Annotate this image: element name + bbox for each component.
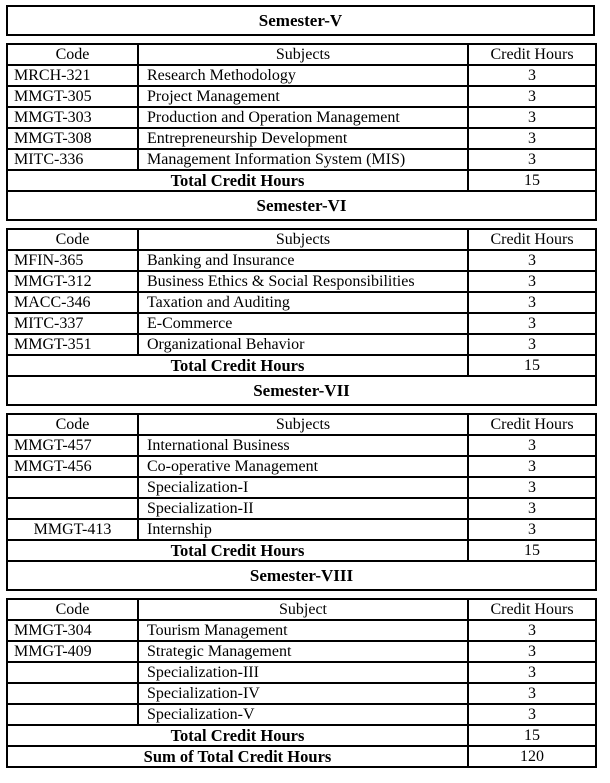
credit-hours-column-header: Credit Hours <box>468 414 596 435</box>
credit-hours-cell: 3 <box>468 271 596 292</box>
course-code-cell: MITC-337 <box>7 313 138 334</box>
table-row <box>7 271 596 292</box>
subject-cell: Specialization-I <box>138 477 468 498</box>
course-code-cell: MFIN-365 <box>7 250 138 271</box>
table-row <box>7 334 596 355</box>
semester-5-title-box <box>6 5 595 36</box>
total-credit-hours-value: 15 <box>468 725 596 746</box>
subject-cell: Co-operative Management <box>138 456 468 477</box>
title-row <box>7 561 596 590</box>
course-code-cell: MMGT-413 <box>7 519 138 540</box>
course-code-cell: MMGT-456 <box>7 456 138 477</box>
credit-hours-cell: 3 <box>468 641 596 662</box>
sum-of-total-credit-hours-value: 120 <box>468 746 596 767</box>
code-column-header: Code <box>7 44 138 65</box>
semester-8-title: Semester-VIII <box>7 561 596 590</box>
course-code-cell: MMGT-304 <box>7 620 138 641</box>
subjects-column-header: Subjects <box>138 44 468 65</box>
table-row <box>7 477 596 498</box>
credit-hours-cell: 3 <box>468 477 596 498</box>
credit-hours-cell: 3 <box>468 107 596 128</box>
table-row <box>7 65 596 86</box>
total-row <box>7 355 596 376</box>
subject-cell: Strategic Management <box>138 641 468 662</box>
subject-cell: Project Management <box>138 86 468 107</box>
total-credit-hours-label: Total Credit Hours <box>7 355 468 376</box>
course-code-cell: MMGT-457 <box>7 435 138 456</box>
total-credit-hours-value: 15 <box>468 355 596 376</box>
credit-hours-cell: 3 <box>468 662 596 683</box>
credit-hours-cell: 3 <box>468 250 596 271</box>
subject-cell: International Business <box>138 435 468 456</box>
header-row <box>7 229 596 250</box>
subject-cell: Banking and Insurance <box>138 250 468 271</box>
subject-cell: Research Methodology <box>138 65 468 86</box>
table-row <box>7 498 596 519</box>
credit-hours-cell: 3 <box>468 435 596 456</box>
subject-cell: Taxation and Auditing <box>138 292 468 313</box>
course-code-cell: MMGT-409 <box>7 641 138 662</box>
subject-cell: E-Commerce <box>138 313 468 334</box>
table-row <box>7 149 596 170</box>
course-code-cell: MMGT-312 <box>7 271 138 292</box>
table-row <box>7 704 596 725</box>
credit-hours-cell: 3 <box>468 149 596 170</box>
credit-hours-cell: 3 <box>468 498 596 519</box>
table-row <box>7 456 596 477</box>
course-code-cell: MMGT-305 <box>7 86 138 107</box>
code-column-header: Code <box>7 229 138 250</box>
table-row <box>7 519 596 540</box>
subject-cell: Specialization-III <box>138 662 468 683</box>
table-row <box>7 313 596 334</box>
subject-cell: Specialization-V <box>138 704 468 725</box>
semester-7-title: Semester-VII <box>7 376 596 405</box>
course-code-cell-empty <box>7 662 138 683</box>
curriculum-document <box>6 5 595 768</box>
subject-cell: Specialization-II <box>138 498 468 519</box>
credit-hours-cell: 3 <box>468 65 596 86</box>
credit-hours-cell: 3 <box>468 313 596 334</box>
code-column-header: Code <box>7 414 138 435</box>
table-row <box>7 662 596 683</box>
table-row <box>7 128 596 149</box>
title-row <box>7 191 596 220</box>
table-row <box>7 250 596 271</box>
subject-cell: Organizational Behavior <box>138 334 468 355</box>
subject-cell: Specialization-IV <box>138 683 468 704</box>
table-row <box>7 641 596 662</box>
total-credit-hours-label: Total Credit Hours <box>7 540 468 561</box>
semester-5-title: Semester-V <box>258 10 343 30</box>
course-code-cell: MMGT-308 <box>7 128 138 149</box>
subjects-column-header: Subjects <box>138 414 468 435</box>
subject-cell: Entrepreneurship Development <box>138 128 468 149</box>
course-code-cell-empty <box>7 477 138 498</box>
course-code-cell: MACC-346 <box>7 292 138 313</box>
table-row <box>7 292 596 313</box>
header-row <box>7 44 596 65</box>
header-row <box>7 599 596 620</box>
course-code-cell-empty <box>7 498 138 519</box>
total-credit-hours-value: 15 <box>468 540 596 561</box>
semester-7-table <box>6 413 597 591</box>
subject-cell: Management Information System (MIS) <box>138 149 468 170</box>
credit-hours-cell: 3 <box>468 334 596 355</box>
subject-cell: Production and Operation Management <box>138 107 468 128</box>
sum-row <box>7 746 596 767</box>
subject-cell: Business Ethics & Social Responsibilities <box>138 271 468 292</box>
subject-cell: Tourism Management <box>138 620 468 641</box>
credit-hours-cell: 3 <box>468 86 596 107</box>
table-row <box>7 620 596 641</box>
course-code-cell-empty <box>7 704 138 725</box>
table-row <box>7 107 596 128</box>
credit-hours-cell: 3 <box>468 620 596 641</box>
credit-hours-column-header: Credit Hours <box>468 44 596 65</box>
total-credit-hours-label: Total Credit Hours <box>7 170 468 191</box>
semester-6-title: Semester-VI <box>7 191 596 220</box>
sum-of-total-credit-hours-label: Sum of Total Credit Hours <box>7 746 468 767</box>
subject-cell: Internship <box>138 519 468 540</box>
subjects-column-header: Subjects <box>138 229 468 250</box>
total-row <box>7 725 596 746</box>
total-credit-hours-label: Total Credit Hours <box>7 725 468 746</box>
credit-hours-cell: 3 <box>468 128 596 149</box>
subject-column-header: Subject <box>138 599 468 620</box>
table-row <box>7 86 596 107</box>
total-row <box>7 540 596 561</box>
credit-hours-cell: 3 <box>468 683 596 704</box>
course-code-cell-empty <box>7 683 138 704</box>
semester-6-table <box>6 228 597 406</box>
course-code-cell: MRCH-321 <box>7 65 138 86</box>
header-row <box>7 414 596 435</box>
total-row <box>7 170 596 191</box>
table-row <box>7 435 596 456</box>
credit-hours-cell: 3 <box>468 456 596 477</box>
credit-hours-cell: 3 <box>468 519 596 540</box>
table-row <box>7 683 596 704</box>
code-column-header: Code <box>7 599 138 620</box>
credit-hours-cell: 3 <box>468 292 596 313</box>
credit-hours-column-header: Credit Hours <box>468 599 596 620</box>
semester-5-table <box>6 43 597 221</box>
total-credit-hours-value: 15 <box>468 170 596 191</box>
credit-hours-column-header: Credit Hours <box>468 229 596 250</box>
course-code-cell: MMGT-303 <box>7 107 138 128</box>
semester-8-table <box>6 598 597 768</box>
course-code-cell: MMGT-351 <box>7 334 138 355</box>
credit-hours-cell: 3 <box>468 704 596 725</box>
course-code-cell: MITC-336 <box>7 149 138 170</box>
title-row <box>7 376 596 405</box>
